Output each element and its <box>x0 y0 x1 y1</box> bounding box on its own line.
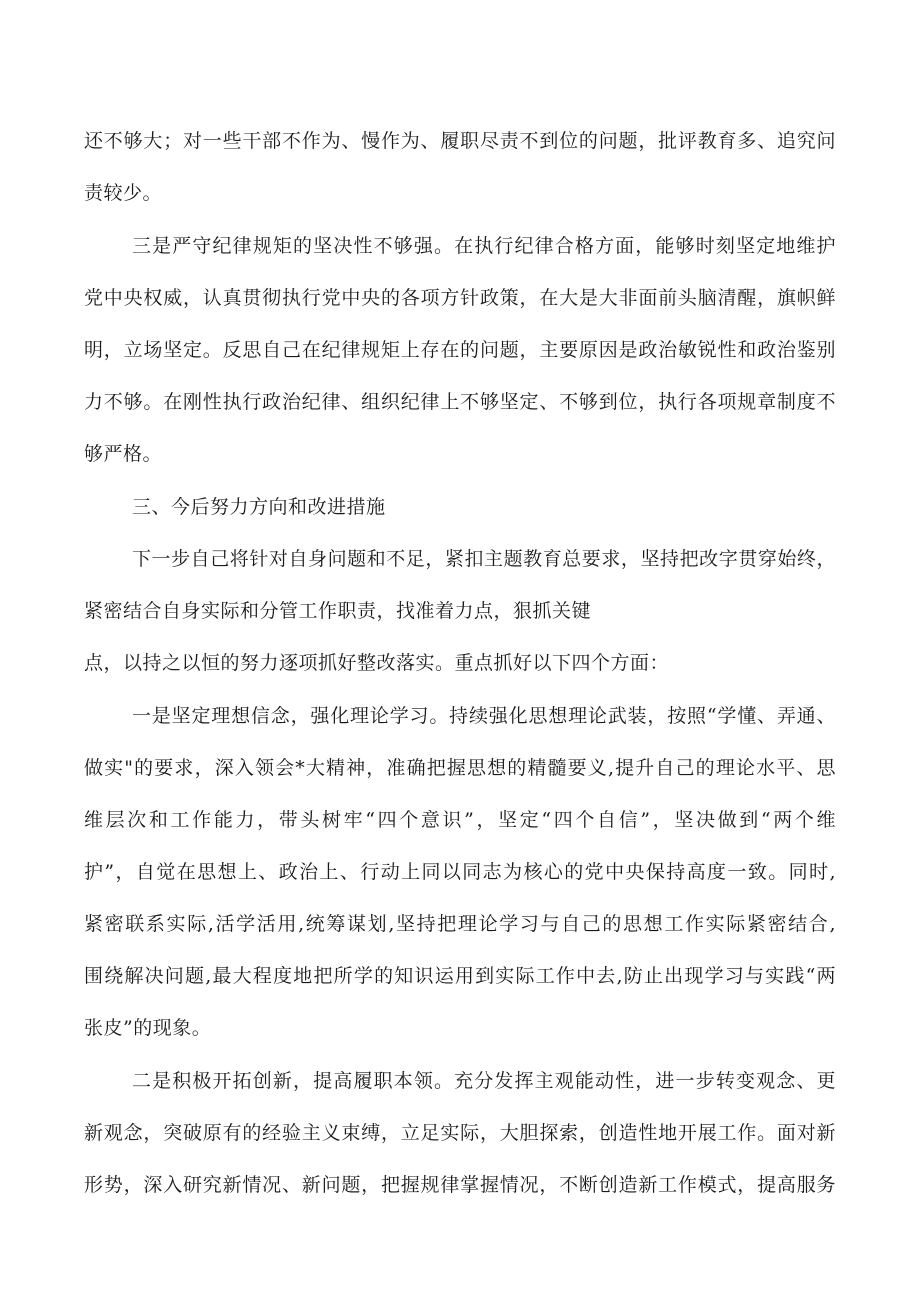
section-heading: 三、今后努力方向和改进措施 <box>132 496 386 518</box>
text-line: 紧密结合自身实际和分管工作职责，找准着力点，狠抓关键 <box>84 600 592 622</box>
text-line: 紧密联系实际,活学活用,统筹谋划,坚持把理论学习与自己的思想工作实际紧密结合, <box>84 913 836 935</box>
text-line: 围绕解决问题,最大程度地把所学的知识运用到实际工作中去,防止出现学习与实践“两 <box>84 965 836 987</box>
text-line: 明，立场坚定。反思自己在纪律规矩上存在的问题，主要原因是政治敏锐性和政治鉴别 <box>84 339 836 361</box>
paragraph-start: 下一步自己将针对自身问题和不足，紧扣主题教育总要求，坚持把改字贯穿始终， <box>132 548 836 570</box>
text-line: 新观念，突破原有的经验主义束缚，立足实际，大胆探索，创造性地开展工作。面对新 <box>84 1122 836 1144</box>
text-line: 形势，深入研究新情况、新问题，把握规律掌握情况，不断创造新工作模式，提高服务 <box>84 1174 836 1196</box>
text-line: 党中央权威，认真贯彻执行党中央的各项方针政策，在大是大非面前头脑清醒，旗帜鲜 <box>84 287 836 309</box>
paragraph-start: 一是坚定理想信念，强化理论学习。持续强化思想理论武装，按照“学懂、弄通、 <box>132 705 836 727</box>
text-line: 护”，自觉在思想上、政治上、行动上同以同志为核心的党中央保持高度一致。同时, <box>84 861 836 883</box>
text-line: 点，以持之以恒的努力逐项抓好整改落实。重点抓好以下四个方面： <box>84 652 670 674</box>
text-line: 责较少。 <box>84 182 163 204</box>
text-line: 够严格。 <box>84 443 163 465</box>
text-line: 维层次和工作能力，带头树牢“四个意识”，坚定“四个自信”，坚决做到“两个维 <box>84 809 836 831</box>
paragraph-start: 二是积极开拓创新，提高履职本领。充分发挥主观能动性，进一步转变观念、更 <box>132 1070 836 1092</box>
text-line: 做实"的要求，深入领会*大精神，准确把握思想的精髓要义,提升自己的理论水平、思 <box>84 757 836 779</box>
paragraph-start: 三是严守纪律规矩的坚决性不够强。在执行纪律合格方面，能够时刻坚定地维护 <box>132 235 836 257</box>
text-line: 张皮”的现象。 <box>84 1017 212 1039</box>
text-line: 力不够。在刚性执行政治纪律、组织纪律上不够坚定、不够到位，执行各项规章制度不 <box>84 391 836 413</box>
text-line: 还不够大；对一些干部不作为、慢作为、履职尽责不到位的问题，批评教育多、追究问 <box>84 130 836 152</box>
